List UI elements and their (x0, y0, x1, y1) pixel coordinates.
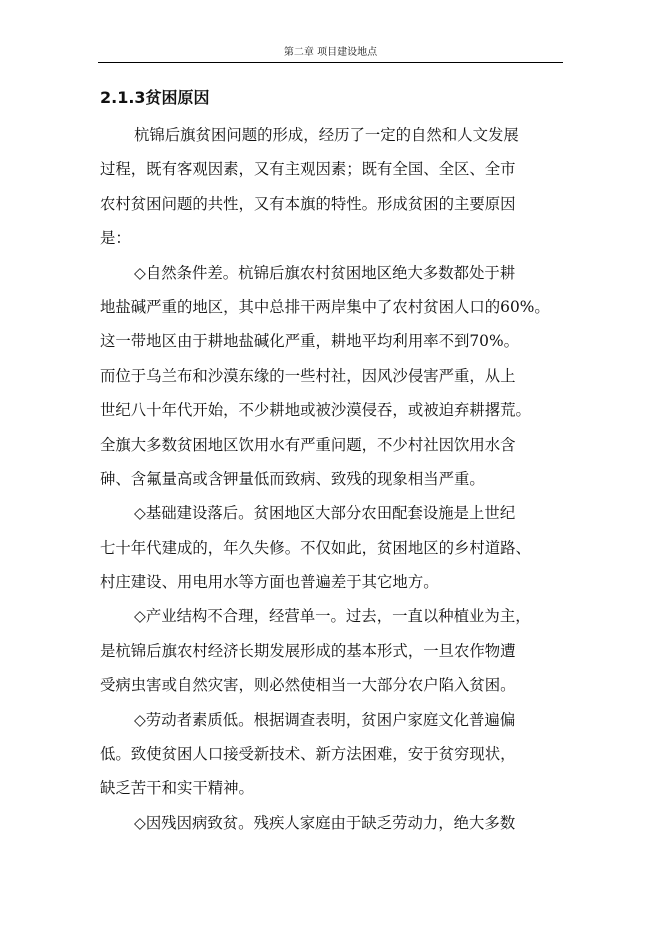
text-line: 村庄建设、用电用水等方面也普遍差于其它地方。 (100, 573, 439, 592)
text-line: 而位于乌兰布和沙漠东缘的一些村社，因风沙侵害严重，从上 (100, 366, 516, 385)
section-title: 2.1.3贫困原因 (100, 88, 210, 107)
text-line: ◇产业结构不合理，经营单一。过去，一直以种植业为主， (134, 607, 531, 626)
text-line: ◇基础建设落后。贫困地区大部分农田配套设施是上世纪 (134, 504, 516, 523)
text-line: 是杭锦后旗农村经济长期发展形成的基本形式，一旦农作物遭 (100, 641, 516, 660)
text-line: 受病虫害或自然灾害，则必然使相当一大部分农户陷入贫困。 (100, 676, 516, 695)
text-line: ◇因残因病致贫。残疾人家庭由于缺乏劳动力，绝大多数 (134, 813, 516, 832)
text-line: 这一带地区由于耕地盐碱化严重，耕地平均利用率不到70%。 (100, 332, 519, 351)
paragraph-intro (100, 118, 570, 256)
text-line: 农村贫困问题的共性，又有本旗的特性。形成贫困的主要原因 (100, 194, 516, 213)
body-text (100, 118, 570, 840)
text-line: ◇劳动者素质低。根据调查表明，贫困户家庭文化普遍偏 (134, 710, 516, 729)
paragraph-infrastructure (100, 496, 570, 599)
text-line: 七十年代建成的，年久失修。不仅如此，贫困地区的乡村道路、 (100, 538, 531, 557)
text-line: 杭锦后旗贫困问题的形成，经历了一定的自然和人文发展 (134, 126, 519, 144)
text-line: 全旗大多数贫困地区饮用水有严重问题，不少村社因饮用水含 (100, 435, 516, 454)
page-header: 第二章 项目建设地点 (98, 44, 563, 63)
text-line: 过程，既有客观因素，又有主观因素；既有全国、全区、全市 (100, 160, 516, 179)
paragraph-disability-illness (100, 806, 570, 840)
paragraph-labor-quality (100, 703, 570, 806)
paragraph-natural-conditions (100, 256, 570, 497)
text-line: 缺乏苦干和实干精神。 (100, 779, 254, 798)
text-line: 是： (100, 229, 131, 248)
text-line: 世纪八十年代开始，不少耕地或被沙漠侵吞，或被迫弃耕撂荒。 (100, 401, 531, 420)
text-line: 砷、含氟量高或含钾量低而致病、致残的现象相当严重。 (100, 469, 485, 488)
text-line: ◇自然条件差。杭锦后旗农村贫困地区绝大多数都处于耕 (134, 263, 516, 282)
text-line: 地盐碱严重的地区，其中总排干两岸集中了农村贫困人口的60%。 (100, 297, 550, 316)
text-line: 低。致使贫困人口接受新技术、新方法困难，安于贫穷现状， (100, 745, 516, 764)
paragraph-industry-structure (100, 599, 570, 702)
